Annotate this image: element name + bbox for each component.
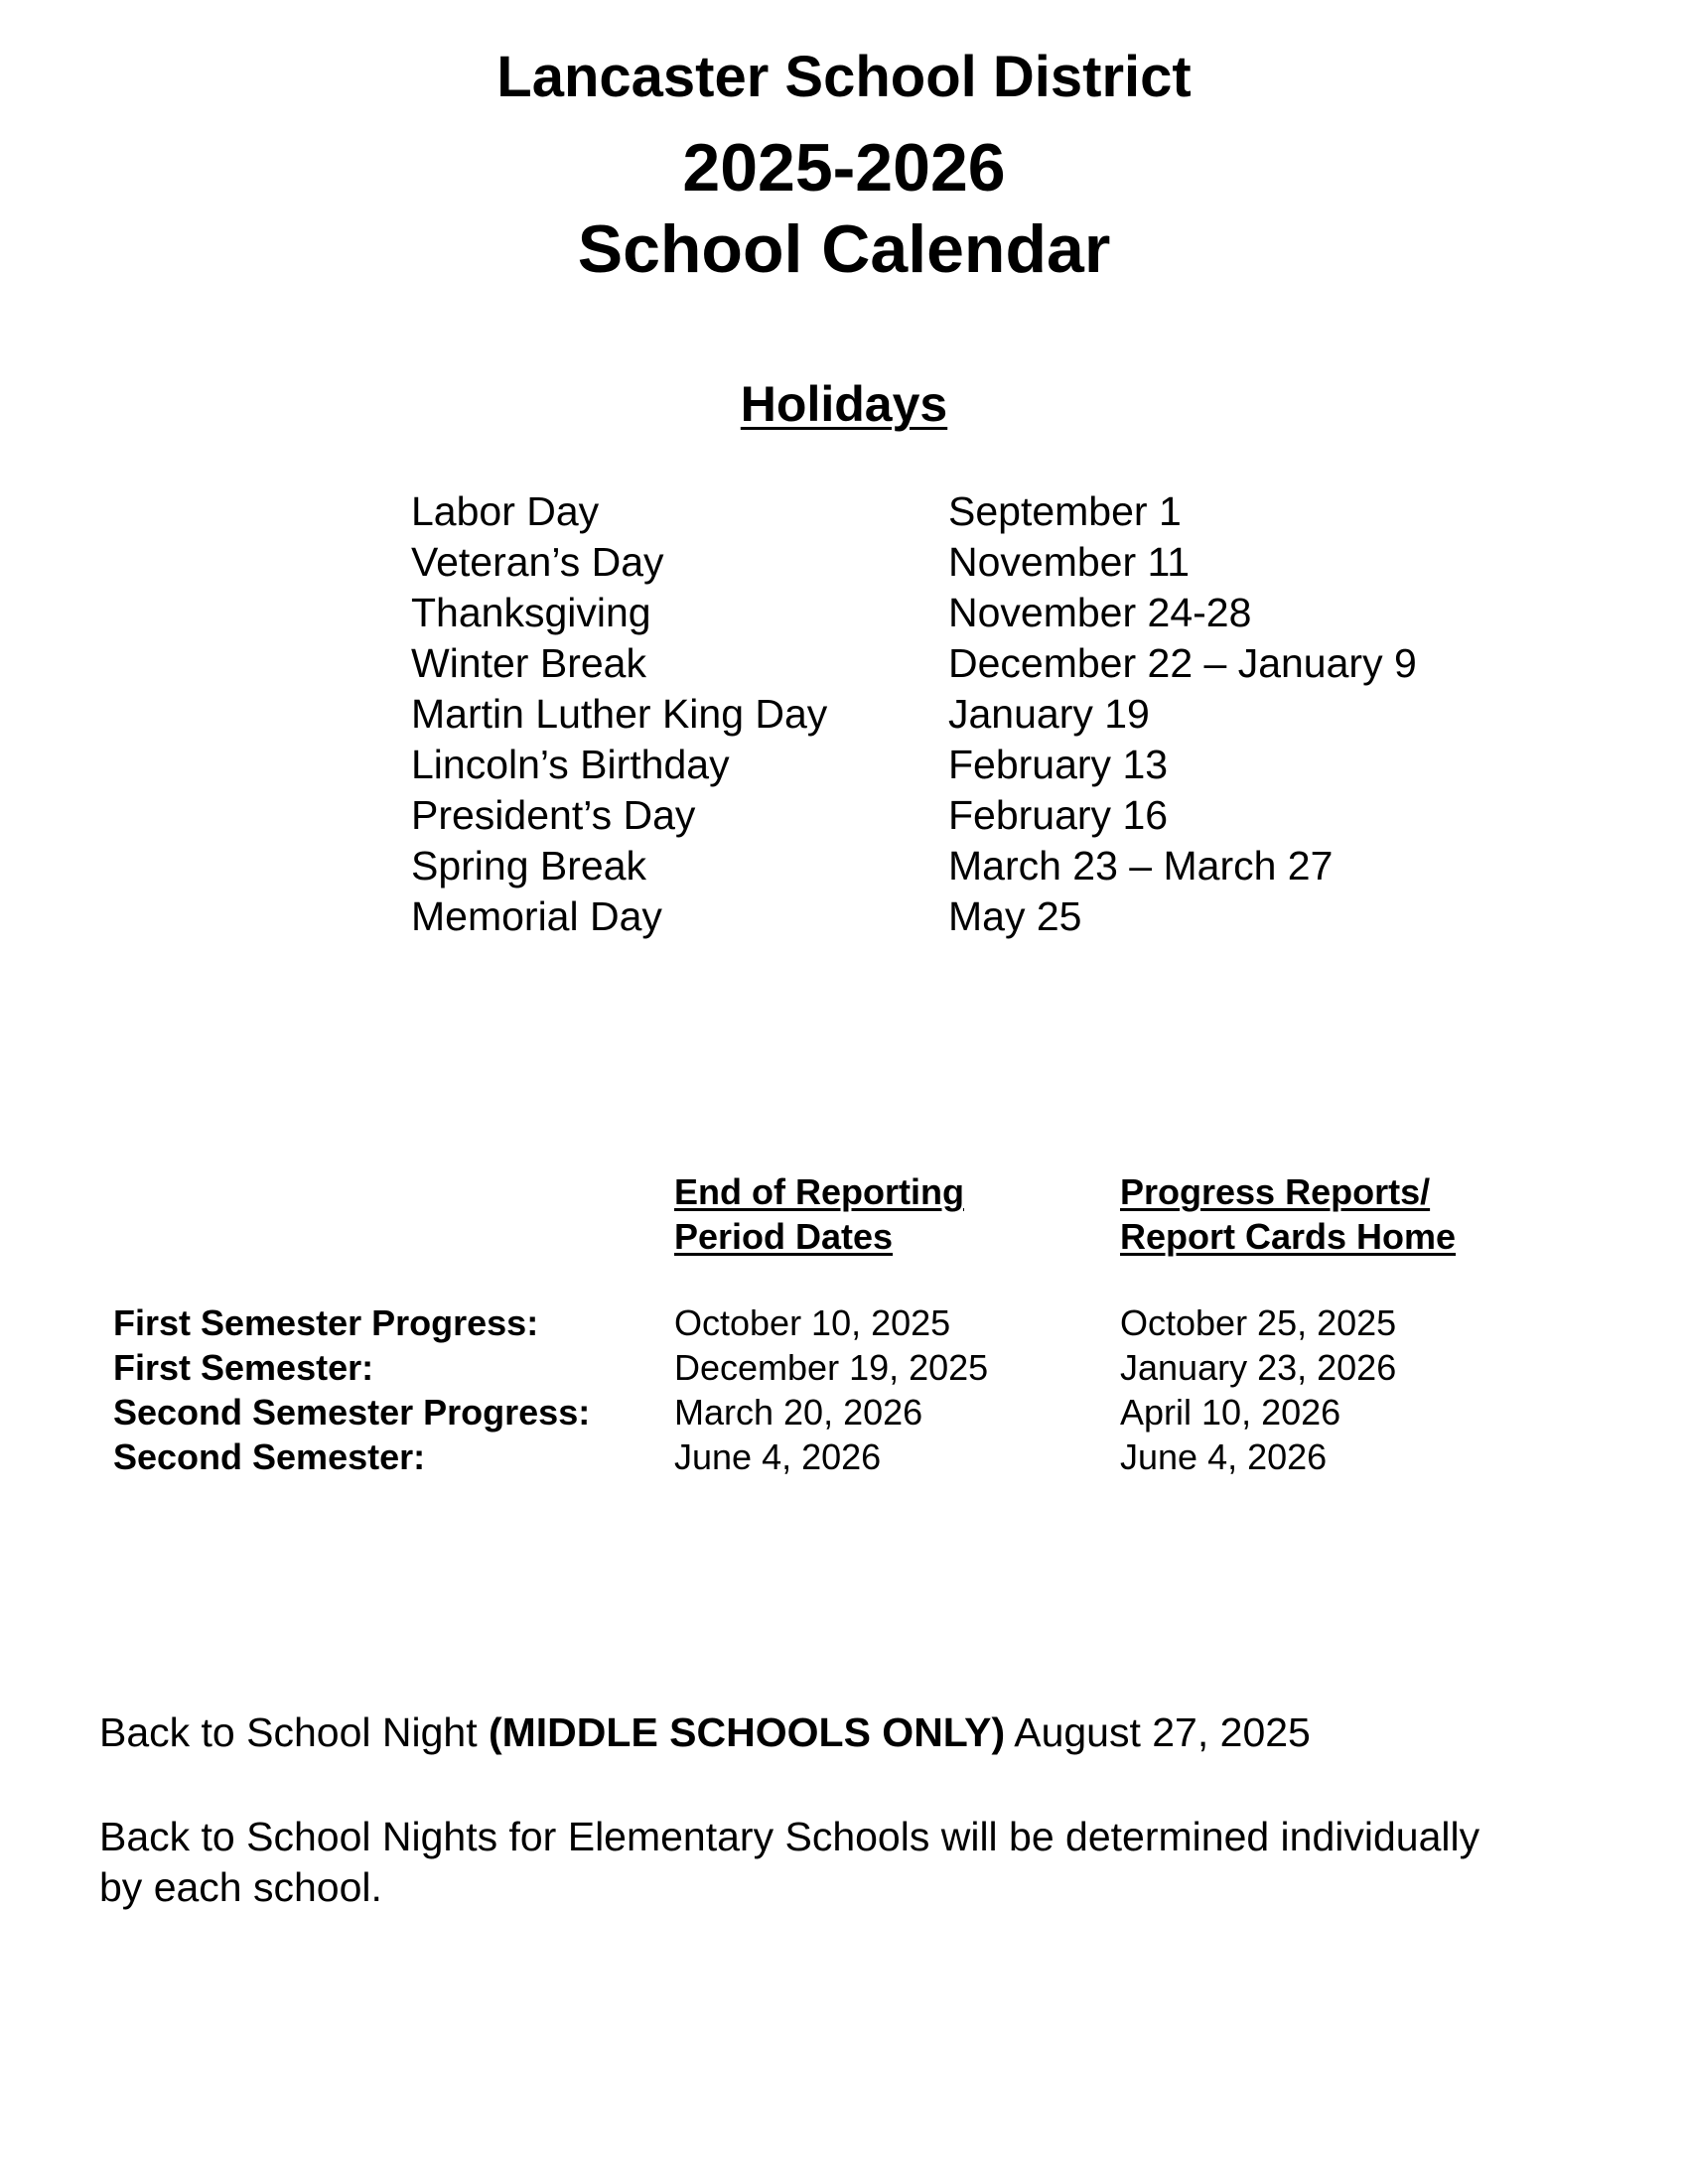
reporting-table <box>113 1300 1396 1479</box>
heading-line: Period Dates <box>674 1216 894 1257</box>
heading-line: End of Reporting <box>674 1171 964 1212</box>
holiday-name: Thanksgiving <box>411 590 651 635</box>
holiday-name: Memorial Day <box>411 893 662 939</box>
holiday-date: November 24-28 <box>948 590 1252 635</box>
holiday-date: January 19 <box>948 691 1150 737</box>
end-of-period-date: June 4, 2026 <box>674 1436 882 1477</box>
holiday-row <box>411 740 1417 790</box>
holiday-name: Spring Break <box>411 843 647 888</box>
holiday-name: Winter Break <box>411 640 646 686</box>
holiday-row <box>411 588 1417 638</box>
report-home-date: January 23, 2026 <box>1120 1347 1397 1388</box>
holiday-row <box>411 638 1417 689</box>
reporting-period-label: Second Semester Progress: <box>113 1392 591 1433</box>
holiday-row <box>411 537 1417 588</box>
holiday-date: February 16 <box>948 792 1169 838</box>
reporting-period-label: First Semester Progress: <box>113 1302 539 1343</box>
district-title: Lancaster School District <box>496 45 1192 109</box>
heading-line: Progress Reports/ <box>1120 1171 1431 1212</box>
holiday-date: November 11 <box>948 539 1191 585</box>
holiday-date: February 13 <box>948 742 1169 787</box>
report-home-date: April 10, 2026 <box>1120 1392 1341 1433</box>
holidays-table <box>411 486 1417 942</box>
holiday-date: March 23 – March 27 <box>948 843 1334 888</box>
end-of-period-date: December 19, 2025 <box>674 1347 989 1388</box>
holiday-date: May 25 <box>948 893 1082 939</box>
holiday-row <box>411 841 1417 891</box>
holidays-heading: Holidays <box>740 376 948 432</box>
calendar-title: School Calendar <box>577 211 1111 287</box>
holiday-name: Lincoln’s Birthday <box>411 742 730 787</box>
bts-date: August 27, 2025 <box>1005 1709 1311 1755</box>
bts-prefix: Back to School Night <box>99 1709 489 1755</box>
end-of-period-date: March 20, 2026 <box>674 1392 923 1433</box>
end-of-period-date: October 10, 2025 <box>674 1302 951 1343</box>
holiday-name: Martin Luther King Day <box>411 691 828 737</box>
end-of-reporting-heading <box>674 1169 964 1259</box>
reporting-row <box>113 1300 1396 1345</box>
reporting-period-label: Second Semester: <box>113 1436 426 1477</box>
back-to-school-night-note <box>99 1709 1311 1756</box>
holiday-name: Labor Day <box>411 488 600 534</box>
elementary-schools-note: Back to School Nights for Elementary Schools will be determined individually by each school. <box>99 1814 1480 1910</box>
report-home-date: June 4, 2026 <box>1120 1436 1328 1477</box>
school-year-title: 2025-2026 <box>682 130 1006 205</box>
holiday-row <box>411 689 1417 740</box>
holiday-row <box>411 486 1417 537</box>
holiday-date: December 22 – January 9 <box>948 640 1417 686</box>
holiday-name: Veteran’s Day <box>411 539 664 585</box>
holiday-row <box>411 790 1417 841</box>
reporting-row <box>113 1390 1396 1434</box>
holiday-date: September 1 <box>948 488 1182 534</box>
reporting-row <box>113 1434 1396 1479</box>
bts-middle-schools-only: (MIDDLE SCHOOLS ONLY) <box>488 1709 1006 1755</box>
heading-line: Report Cards Home <box>1120 1216 1457 1257</box>
reporting-period-label: First Semester: <box>113 1347 374 1388</box>
report-cards-home-heading <box>1120 1169 1456 1259</box>
holiday-row <box>411 891 1417 942</box>
reporting-row <box>113 1345 1396 1390</box>
report-home-date: October 25, 2025 <box>1120 1302 1397 1343</box>
holiday-name: President’s Day <box>411 792 696 838</box>
